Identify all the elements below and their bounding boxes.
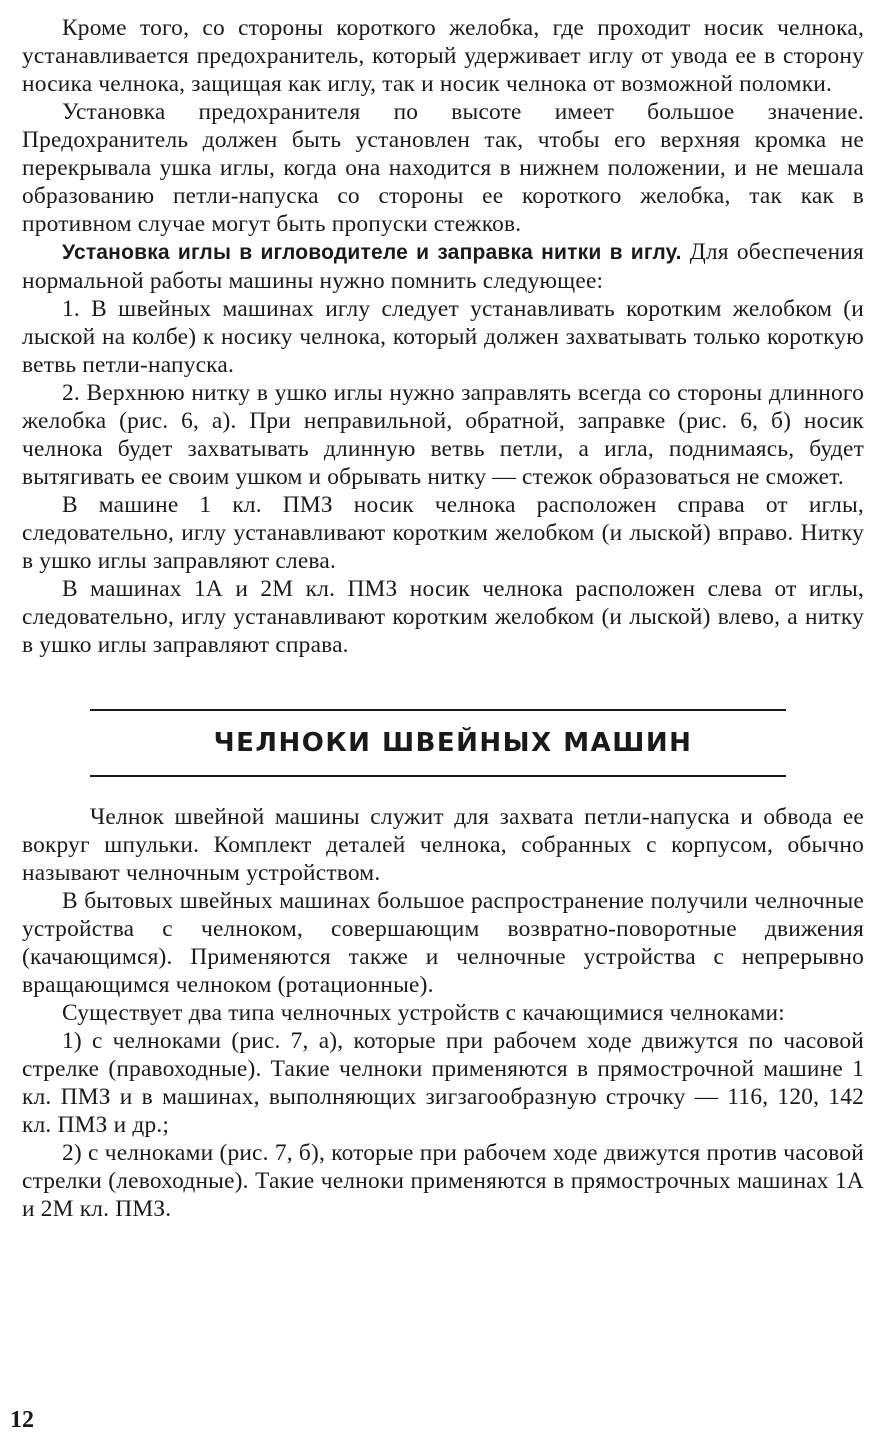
paragraph-guard-height: Установка предохранителя по высоте имеет большое значение. Предохранитель должен быть установлен так, чтобы его верхняя кромка не перекрывала ушка иглы, когда она находится в нижнем положении, и не мешала образованию петли-напуска со стороны ее короткого желобка, так как в противном случае могут быть пропуски стежков. <box>22 99 864 237</box>
shuttle-type-2: 2) с челноками (рис. 7, б), которые при рабочем ходе движутся против часовой стрелки (левоходные). Такие челноки применяются в прямострочных машинах 1А и 2М кл. ПМЗ. <box>22 1140 864 1222</box>
heading-spacer <box>22 777 864 803</box>
needle-rule-1: 1. В швейных машинах иглу следует устанавливать коротким желобком (и лыской на колбе) к носику челнока, который должен захватывать только короткую ветвь петли-напуска. <box>22 296 864 378</box>
page-number: 12 <box>10 1407 34 1433</box>
needle-rule-2: 2. Верхнюю нитку в ушко иглы нужно заправлять всегда со стороны длинного желобка (рис. 6, а). При неправильной, обратной, заправке (рис. 6, б) носик челнока будет захватывать длинную ветвь петли, а игла, поднимаясь, будет вытягивать ее своим ушком и обрывать нитку — стежок образоваться не сможет. <box>22 380 864 490</box>
page-body <box>22 14 864 1223</box>
needle-setup-lead-rest: Для обеспечения нормальной работы машины нужно помнить следующее: <box>22 239 864 294</box>
paragraph-needle-setup <box>22 238 864 295</box>
needle-machine-1a-2m: В машинах 1А и 2М кл. ПМЗ носик челнока расположен слева от иглы, следовательно, иглу устанавливают коротким желобком (и лыской) влево, а нитку в ушко иглы заправляют справа. <box>22 576 864 658</box>
paragraph-guard-intro: Кроме того, со стороны короткого желобка, где проходит носик челнока, устанавливается предохранитель, который удерживает иглу от увода ее в сторону носика челнока, защищая как иглу, так и носик челнока от возможной поломки. <box>22 15 864 97</box>
section-heading: ЧЕЛНОКИ ШВЕЙНЫХ МАШИН <box>213 728 693 758</box>
shuttle-type-1: 1) с челноками (рис. 7, а), которые при рабочем ходе движутся по часовой стрелке (правоходные). Такие челноки применяются в прямострочной машине 1 кл. ПМЗ и в машинах, выполняющих зигзагообразную строчку — 116, 120, 142 кл. ПМЗ и др.; <box>22 1028 864 1138</box>
paragraph-shuttle-intro: Челнок швейной машины служит для захвата петли-напуска и обвода ее вокруг шпульки. Комплект деталей челнока, собранных с корпусом, обычно называют челночным устройством. <box>22 804 864 886</box>
needle-machine-1: В машине 1 кл. ПМЗ носик челнока расположен справа от иглы, следовательно, иглу устанавливают коротким желобком (и лыской) вправо. Нитку в ушко иглы заправляют слева. <box>22 492 864 574</box>
paragraph-shuttle-household: В бытовых швейных машинах большое распространение получили челночные устройства с челноком, совершающим возвратно-поворотные движения (качающимся). Применяются также и челночные устройства с непрерывно вращающимся челноком (ротационные). <box>22 888 864 998</box>
paragraph-shuttle-types: Существует два типа челночных устройств с качающимися челноками: <box>62 1000 785 1026</box>
needle-setup-bold-lead: Установка иглы в игловодителе и заправка нитки в иглу. <box>62 241 682 264</box>
